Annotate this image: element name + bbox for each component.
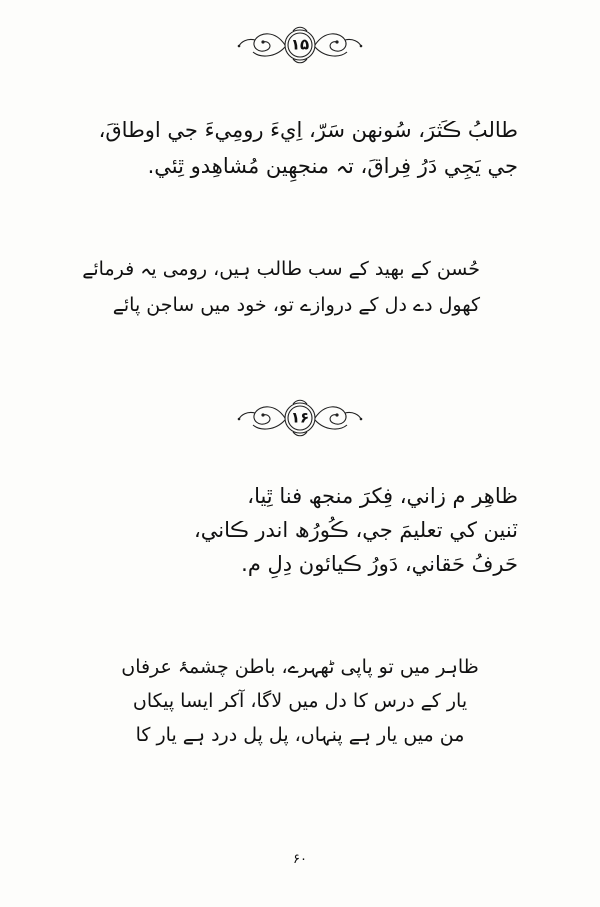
urdu-line: ظاہر میں تو پاپی ٹھہرے، باطن چشمۂ عرفاں (121, 656, 479, 678)
sindhi-line: ٽنين کي تعليمَ جي، ڪُورُھ اندر ڪاني، (193, 518, 518, 542)
urdu-line: یار کے درس کا دل میں لاگا، آکر ایسا پیکاں (132, 690, 468, 712)
section-ornament-16 (235, 395, 365, 441)
sindhi-line: طالبُ ڪَثرَ، سُونهن سَرّ، اِيءَ رومِيءَ جي اوطاقَ، (98, 118, 518, 142)
urdu-line: حُسن کے بھید کے سب طالب ہیں، رومی یہ فرمائے (82, 258, 480, 280)
urdu-translation-16 (120, 656, 480, 746)
urdu-line: کھول دے دل کے دروازے تو، خود میں ساجن پائے (112, 294, 480, 316)
section-number: ۱۶ (290, 408, 310, 427)
urdu-line: من میں یار ہے پنہاں، پل پل درد ہے یار کا (135, 724, 465, 746)
sindhi-line: جي يَجِي دَرُ فِراقَ، تہ منجهِين مُشاهِدو ٿِئي. (147, 154, 518, 178)
page-number: ۶۰ (293, 852, 307, 867)
sindhi-verse-15 (70, 118, 518, 178)
sindhi-line: ظاهِر م زاني، فِكرَ منجھ فنا ٿِيا، (247, 484, 518, 508)
urdu-translation-15 (82, 258, 480, 316)
section-ornament-15 (235, 22, 365, 68)
sindhi-verse-16 (70, 484, 518, 576)
sindhi-line: حَرفُ حَقاني، دَورُ ڪيائون دِلِ م. (241, 552, 518, 576)
section-number: ۱۵ (290, 35, 310, 54)
